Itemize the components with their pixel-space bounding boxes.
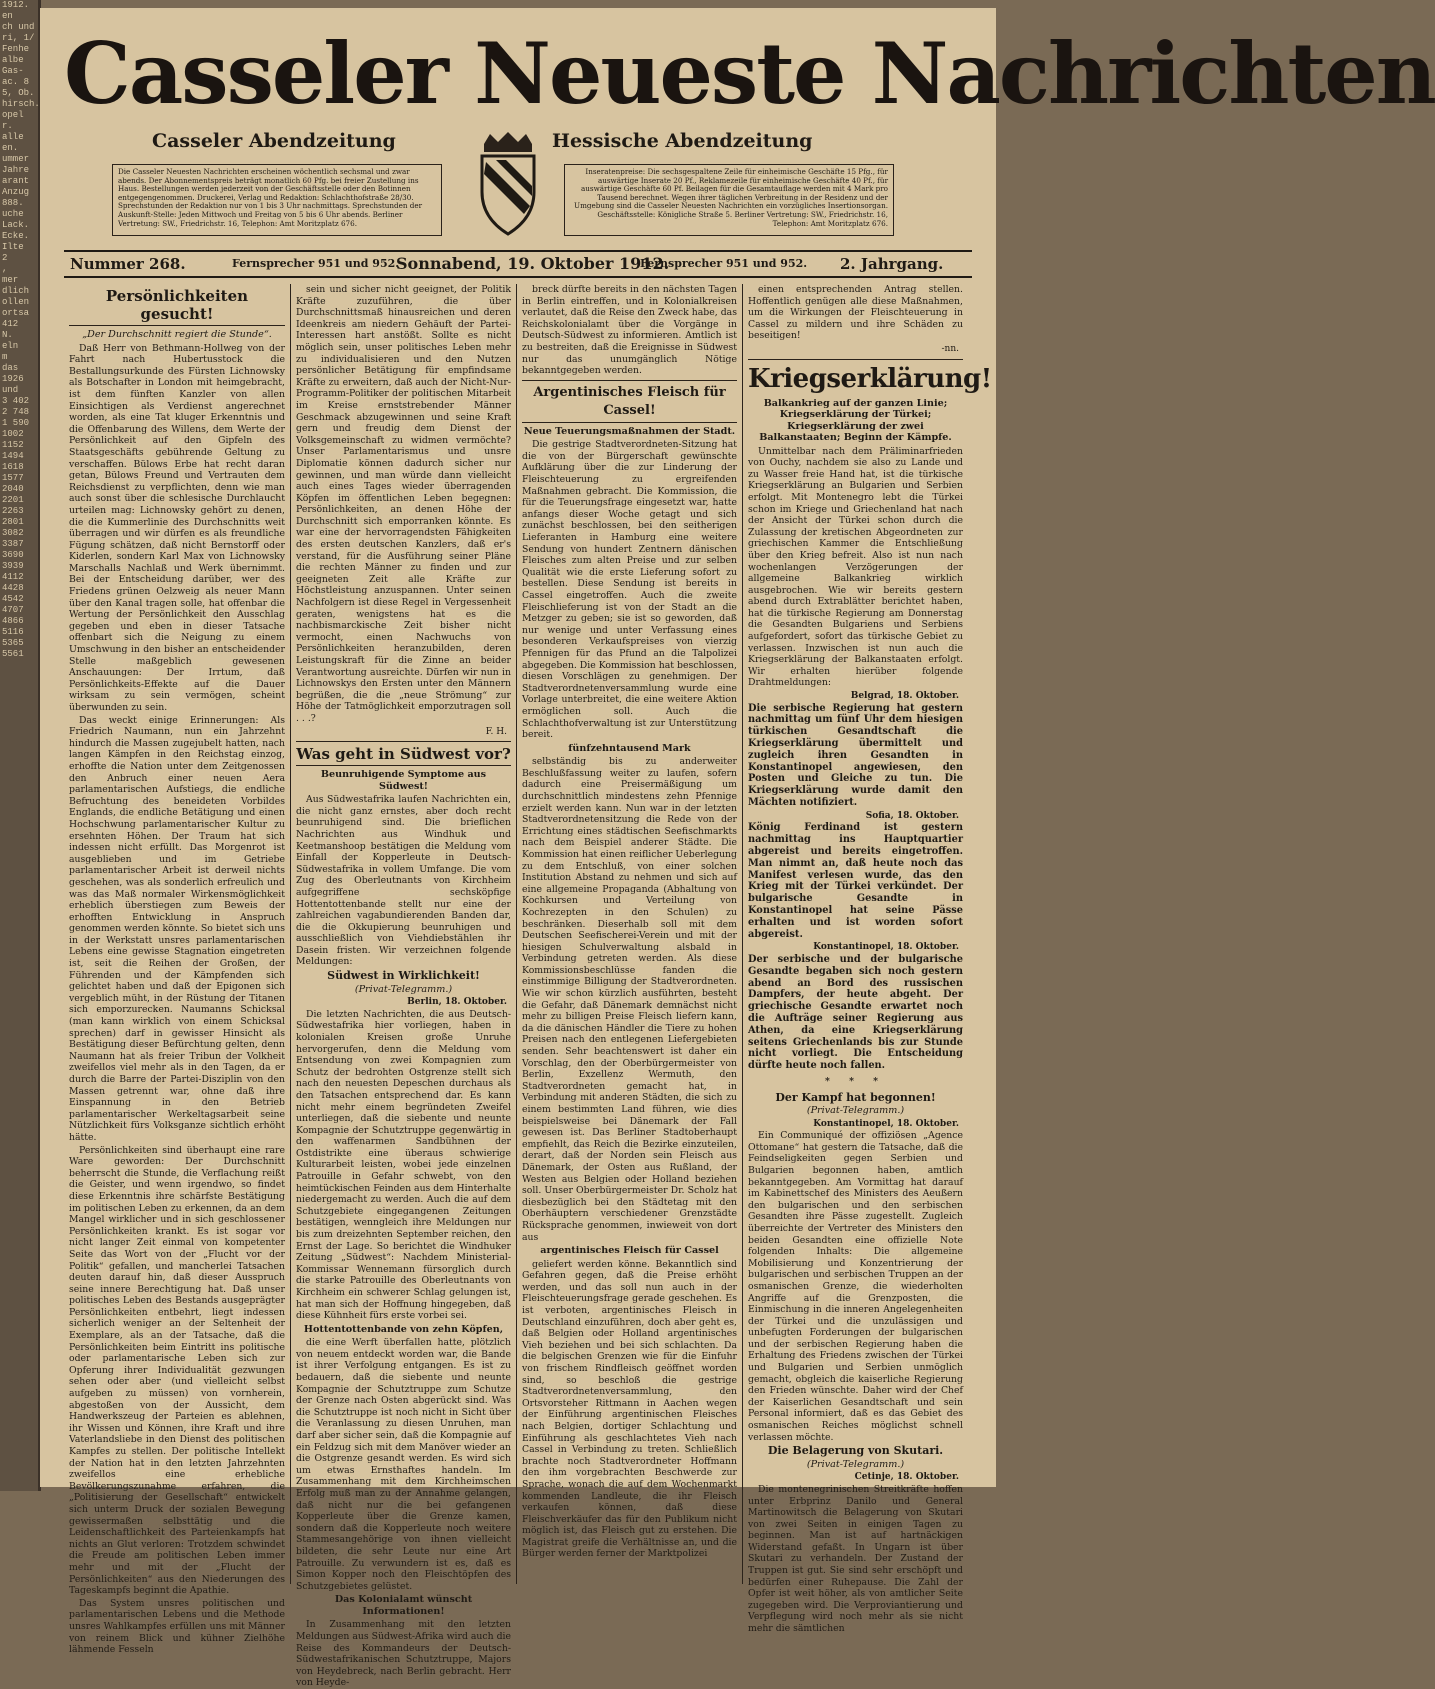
advertising-info-box: Inseratenpreise: Die sechsgespaltene Zeile für einheimische Geschäfte 15 Pfg., für auswärtige Inserate 20 Pf., Reklamezeile für einheimische Geschäfte 40 Pf., für auswärtige Geschäfte 60 Pf. Beilagen für die Gesamtauflage werden mit 4 Mark pro Tausend berechnet. Wegen ihrer täglichen Verbreitung in der Residenz und der Umgebung sind die Casseler Neuesten Nachrichten ein vorzügliches Insertionsorgan. Geschäftsstelle: Königliche Straße 5. Berliner Vertretung: SW., Friedrichstr. 16, Telephon: Amt Moritzplatz 676. xyxy=(564,164,894,236)
headline-declaration-of-war: Kriegserklärung! xyxy=(748,363,992,394)
edge-line: 888. xyxy=(2,198,24,208)
edge-line: 3690 xyxy=(2,550,24,560)
subheadline: fünfzehntausend Mark xyxy=(568,742,691,754)
column-4 xyxy=(742,284,992,1635)
paragraph: In Zusammenhang mit den letzten Meldungen aus Südwest-Afrika wird auch die Reise des Kommandeurs der Deutsch-Südwestafrikanischen Schutztruppe, Majors von Heydebreck, nach Berlin gebracht. Herr von Heyde- xyxy=(296,1619,511,1689)
edge-lines xyxy=(0,11,38,660)
subheadline: Südwest in Wirklichkeit! xyxy=(327,969,480,983)
edge-line: 1618 xyxy=(2,462,24,472)
subscription-info-box: Die Casseler Neuesten Nachrichten erscheinen wöchentlich sechsmal und zwar abends. Der Abonnementspreis beträgt monatlich 60 Pfg. bei freier Zustellung ins Haus. Bestellungen werden jederzeit von der Geschäftsstelle oder den Botinnen entgegengenommen. Druckerei, Verlag und Redaktion: Schlachthofstraße 28/30. Sprechstunden der Redaktion nur von 1 bis 3 Uhr nachmittags. Sprechstunden der Auskunft-Stelle: Jeden Mittwoch und Freitag von 5 bis 6 Uhr abends. Berliner Vertretung: SW., Friedrichstr. 16, Telephon: Amt Moritzplatz 676. xyxy=(112,164,442,236)
dateline-item: Sofia, 18. Oktober. xyxy=(865,810,959,821)
edge-line: Anzug xyxy=(2,187,30,197)
telegram-note: (Privat-Telegramm.) xyxy=(806,1105,905,1117)
paragraph: Die gestrige Stadtverordneten-Sitzung hat die von der Bürgerschaft gewünschte Aufklärung über die zur Linderung der Fleischteuerung zu ergreifenden Maßnahmen gebracht. Die Kommission, die für die Teuerungsfrage eingesetzt war, hatte anfangs dieser Woche getagt und sich zunächst beschlossen, bei den seitherigen Lieferanten in Hamburg eine weitere Sendung von hundert Zentnern dänischen Fleisches zum alten Preise und zur selben Qualität wie die erste Lieferung sofort zu bestellen. Diese Sendung ist bereits in Cassel eingetroffen. Auch die zweite Fleischlieferung ist von der Stadt an die Metzger zu geben; sie ist so geworden, daß nur wenige und unter Verfassung eines besonderen Verkaufspreises von vierzig Pfennigen für das Pfund an die Talpolizei abgegeben. Die Kommission hat beschlossen, diesen Vorschlägen zu genehmigen. Der Stadtverordnetenversammlung wurde eine Vorlage unterbreitet, die eine weitere Aktion ermöglichen soll. Auch die Schlachthofverwaltung ist zur Unterstützung bereit. xyxy=(522,439,737,741)
divider xyxy=(296,741,511,742)
paragraph: Unmittelbar nach dem Präliminarfrieden von Ouchy, nachdem sie also zu Lande und zu Wasser freie Hand hat, ist die türkische Kriegserklärung an Bulgarien und Serbien erfolgt. Mit Montenegro lebt die Türkei schon im Kriege und Griechenland hat nach der Ansicht der Türkei schon durch die Zulassung der kretischen Abgeordneten zur griechischen Kammer die Entschließung über den Krieg befreit. Also ist nun nach wochenlangen Verzögerungen der allgemeine Balkankrieg wirklich ausgebrochen. Wie wir bereits gestern abend durch Extrablätter berichtet haben, hat die türkische Regierung am Donnerstag die Gesandten Bulgariens und Serbiens aufgefordert, sofort das türkische Gebiet zu verlassen. Inzwischen ist nun auch die Kriegserklärung der Balkanstaaten erfolgt. Wir erhalten hierüber folgende Drahtmeldungen: xyxy=(748,445,963,689)
divider xyxy=(522,380,737,381)
edge-line: Gas- xyxy=(2,66,24,76)
dateline-item: Cetinje, 18. Oktober. xyxy=(854,1472,959,1483)
edge-line: en. xyxy=(2,143,19,153)
issue-number: Nummer 268. xyxy=(70,255,186,273)
edge-line: N. xyxy=(2,330,13,340)
phone-left: Fernsprecher 951 und 952. xyxy=(232,257,400,270)
edge-line: m xyxy=(2,352,8,362)
edge-line: ummer xyxy=(2,154,30,164)
subheadline: argentinisches Fleisch für Cassel xyxy=(540,1245,719,1257)
edge-line: 412 xyxy=(2,319,19,329)
edge-line: 1577 xyxy=(2,473,24,483)
edge-line: 1152 xyxy=(2,440,24,450)
dateline-item: Konstantinopel, 18. Oktober. xyxy=(813,1118,959,1129)
edge-line: 2040 xyxy=(2,484,24,494)
column-3 xyxy=(516,284,742,1584)
edge-top-text: 1912. xyxy=(2,0,30,10)
edge-line: ac. 8 xyxy=(2,77,30,87)
telegram-note: (Privat-Telegramm.) xyxy=(806,1458,905,1470)
edge-line: hirsch. xyxy=(2,99,40,109)
edge-line: 4112 xyxy=(2,572,24,582)
paragraph: Das System unsres politischen und parlamentarischen Lebens und die Methode unsres Wahlkampfes erfüllen uns mit Männer von reinem Blick und kühner Zielhöhe lähmende Fesseln xyxy=(69,1597,285,1656)
edge-line: 2801 xyxy=(2,517,24,527)
edge-line: ortsa xyxy=(2,308,30,318)
volume-year: 2. Jahrgang. xyxy=(840,255,944,273)
edge-line: alle xyxy=(2,132,24,142)
edge-line: 4866 xyxy=(2,616,24,626)
dateline xyxy=(64,250,972,278)
paragraph: geliefert werden könne. Bekanntlich sind Gefahren gegen, daß die Preise erhöht werden, und das soll nun auch in der Fleischteuerungsfrage gerade geschehen. Es ist verboten, argentinisches Fleisch in Deutschland einzuführen, doch aber geht es, daß Belgien oder Holland argentinisches Vieh beziehen und bei sich schlachten. Da die belgischen Grenzen wie für die Einfuhr von frischem Rindfleisch geöffnet worden sind, so beschloß die gestrige Stadtverordnetenversammlung, den Ortsvorsteher Rittmann in Aachen wegen der Einführung argentinischen Fleisches nach Belgien, dortiger Schlachtung und Einführung als geschlachtetes Vieh nach Cassel in Verbindung zu treten. Schließlich brachte noch Stadtverordneter Hoffmann den ihm vorgebrachten Beschwerde zur Sprache, wonach die auf dem Wochenmarkt kommenden Landleute, die ihr Fleisch verkaufen können, daß diese Fleischverkäufer das für den Publikum nicht möglich ist, das Fleisch gut zu erstehen. Die Magistrat greife die Verhältnisse an, und die Bürger werden ferner der Marktpolizei xyxy=(522,1258,737,1560)
edge-line: 1002 xyxy=(2,429,24,439)
article-motto: „Der Durchschnitt regiert die Stunde“. xyxy=(82,329,272,340)
edge-line: ollen xyxy=(2,297,30,307)
edge-line: 3939 xyxy=(2,561,24,571)
edge-line: 4428 xyxy=(2,583,24,593)
edge-line: Jahre xyxy=(2,165,30,175)
edge-line: 1494 xyxy=(2,451,24,461)
edge-line: 3 402 xyxy=(2,396,30,406)
edge-line: ch und xyxy=(2,22,35,32)
paragraph: Daß Herr von Bethmann-Hollweg von der Fahrt nach Hubertusstock die Bestallungsurkunde des Fürsten Lichnowsky als Botschafter in London mit heimgebracht, ist dem fünften Kanzler von allen Einsichtigen als Verdienst angerechnet worden, als eine Tat kluger Erkenntnis und die Offenbarung des Willens, dem Werte der Persönlichkeit auf den Gipfeln des Staatsgeschäfts gebührende Geltung zu verschaffen. Bülows Erbe hat recht daran getan, Bülows Freund und Vertrauten dem Reichsdienst zu verpflichten, denn wie man auch sonst über die schlesische Durchlaucht urteilen mag: Lichnowsky gehört zu denen, die die Kummerlinie des Durchschnitts weit überragen und wir dürfen es als freundliche Fügung schätzen, daß nicht Bernstorff oder Kiderlen, sondern Karl Max von Lichnowsky Marschalls Nachlaß und Werk übernimmt. Bei der Entscheidung darüber, wer des Friedens grünen Oelzweig als neuer Mann über den Kanal tragen solle, hat offenbar die Wertung der Persönlichkeit den Ausschlag gegeben und eben in dieser Tatsache offenbart sich die Neigung zu einem Umschwung in den bisher an entscheidender Stelle maßgeblich gewesenen Anschauungen: Der Irrtum, daß Persönlichkeits-Effekte auf die Dauer wirksam zu sein vermögen, scheint überwunden zu sein. xyxy=(69,342,285,713)
coat-of-arms-icon xyxy=(466,130,550,244)
paragraph: selbständig bis zu anderweiter Beschlußfassung weiter zu laufen, sofern dadurch eine Preisermäßigung um durchschnittlich mindestens zehn Pfennige erzielt werden kann. Nun war in der letzten Stadtverordnetensitzung die Rede von der Errichtung eines städtischen Seefischmarkts nach dem Beispiel anderer Städte. Die Kommission hat einen reiflicher Ueberlegung zu dem Entschluß, von einer solchen Institution Abstand zu nehmen und sich auf eine allgemeine Propaganda (Abhaltung von Kochkursen und Verteilung von Kochrezepten in den Schulen) zu beschränken. Dieserhalb soll mit dem Deutschen Seefischerei-Verein und mit der hiesigen Schulverwaltung alsbald in Verbindung getreten werden. Als diese Kommissionsbeschlüsse fanden die einstimmige Billigung der Stadtverordneten. Wie wir schon kürzlich ausführten, besteht die Gefahr, daß Dänemark demnächst nicht mehr zu billigen Preise Fleisch liefern kann, da die dänischen Händler die Tiere zu hohen Preisen nach den entlegenen Liefergebieten senden. Sehr beachtenswert ist daher ein Vorschlag, den der Oberbürgermeister von Berlin, Exzellenz Wermuth, den Stadtverordneten gemacht hat, in Verbindung mit anderen Städten, die sich zu einem bestimmten Land führen, wie dies beispielsweise bei Dänemark der Fall gewesen ist. Das Berliner Stadtoberhaupt empfiehlt, das Reich die Bezirke einzuteilen, derart, daß der Norden sein Fleisch aus Dänemark, der Osten aus Rußland, der Westen aus Belgien oder Holland beziehen soll. Unser Oberbürgermeister Dr. Scholz hat diesbezüglich bei den Städtetag mit den Oberhäuptern verschiedener Grenzstädte Rücksprache genommen, inwieweit von dort aus xyxy=(522,756,737,1243)
edge-line: uche xyxy=(2,209,24,219)
edge-line: 5, Ob. xyxy=(2,88,35,98)
paragraph: breck dürfte bereits in den nächsten Tagen in Berlin eintreffen, und in Kolonialkreisen verlautet, daß die Reise den Zweck habe, das Reichskolonialamt über die Vorgänge in Deutsch-Südwest zu informieren. Amtlich ist zu bestreiten, daß die Ereignisse in Südwest nur das unumgänglich Nötige bekanntgegeben werden. xyxy=(522,284,737,377)
masthead-title: Casseler Neueste Nachrichten xyxy=(64,24,1435,123)
article-columns xyxy=(64,284,992,1689)
adjacent-page-edge xyxy=(0,0,41,1491)
header-band xyxy=(64,130,972,250)
paragraph: einen entsprechenden Antrag stellen. Hoffentlich genügen alle diese Maßnahmen, um die Wirkungen der Fleischteuerung in Cassel zu mildern und ihre Schäden zu beseitigen! xyxy=(748,284,963,342)
paragraph: sein und sicher nicht geeignet, der Politik Kräfte zuzuführen, die über Durchschnittsmaß hinausreichen und deren Ideenkreis am niedern Gehäuft der Partei-Interessen hart anstößt. Sollte es nicht möglich sein, unser politisches Leben mehr zu individualisieren und den Nutzen persönlicher Betätigung für empfindsame Kräfte zu erweitern, daß auch der Nicht-Nur-Programm-Politiker der politischen Mitarbeit im Kreise ernststrebender Männer Geschmack abzugewinnen und seine Kraft gern und freudig dem Dienst der Volksgemeinschaft zu widmen vermöchte? Unser Parlamentarismus und unsre Diplomatie können dadurch sicher nur gewinnen, und man würde dann vielleicht auch eines Tages wieder überragenden Köpfen im öffentlichen Leben begegnen: Persönlichkeiten, an denen Höhe der Durchschnitt sich emporranken könnte. Es war eine der hervorragendsten Fähigkeiten des ersten deutschen Kanzlers, daß er's verstand, für die Ausführung seiner Pläne die rechten Männer zu finden und zur geeigneten Zeit alle Kräfte zur Höchstleistung anzuspannen. Unter seinen Nachfolgern ist diese Regel in Vergessenheit geraten, wenigstens hat es die nachbismarckische Zeit bisher nicht vermocht, einen Nachwuchs von Persönlichkeiten heranzubilden, deren Leistungskraft für die Zinne an beider Verantwortung ausreichte. Dürfen wir nun in Lichnowskys den Ersten unter den Männern begrüßen, die die „neue Strömung“ zur Höhe der Tatmöglichkeit emporzutragen soll . . .? xyxy=(296,284,511,724)
subheadline: Balkankrieg auf der ganzen Linie; Kriegserklärung der Türkei; Kriegserklärung der zwei Balkanstaaten; Beginn der Kämpfe. xyxy=(759,397,952,444)
section-separator: * * * xyxy=(824,1075,887,1087)
author-signature: -nn. xyxy=(941,343,959,354)
edge-line: 2 xyxy=(2,253,8,263)
paragraph: Das weckt einige Erinnerungen: Als Friedrich Naumann, nun ein Jahrzehnt hindurch die Massen zugejubelt hatten, nach langen Kämpfen in den Reichstag einzog, erhoffte die Nation unter dem Zeitgenossen den Anbruch einer neuen Aera parlamentarischen Aufstiegs, die endliche Befruchtung des beneideten Vorbildes Englands, die endliche Betätigung und einen Hochschwung parlamentarischer Kultur zu ersehnten Höhen. Der Traum hat sich indessen nicht erfüllt. Das Morgenrot ist ausgeblieben und im Getriebe parlamentarischer Arbeit ist derweil nichts geschehen, was als sonderlich erfreulich und was das Maß normaler Wirkensmöglichkeit erheblich überstiegen zum Beweis der erhofften Entwicklung in Anspruch genommen werden könnte. So bietet sich uns in der Werkstatt unsres parlamentarischen Lebens eine gewisse Stagnation eingetreten ist, seit die Reihen der Großen, der Führenden und der Kämpfenden sich gelichtet haben und daß der Epigonen sich vergeblich müht, in der Rüstung der Titanen sich emporzurecken. Naumanns Schicksal (man kann wirklich von einem Schicksal sprechen) darf in gewisser Hinsicht als Bestätigung dieser Befürchtung gelten, denn Naumann hat als freier Tribun der Volkheit zweifellos viel mehr als in den Tagen, da er durch die Barre der Partei-Disziplin von den Massen getrennt war, ohne daß ihre Einspannung in den Betrieb parlamentarischer Werkeltagsarbeit seine Nützlichkeit fürs Volksganze sichtlich erhöht hätte. xyxy=(69,714,285,1143)
paragraph: König Ferdinand ist gestern nachmittag ins Hauptquartier abgereist und bereits eingetroffen. Man nimmt an, daß heute noch das Manifest verlesen wurde, das den Krieg mit der Türkei verkündet. Der bulgarische Gesandte in Konstantinopel hat seine Pässe erhalten und ist worden sofort abgereist. xyxy=(748,822,963,940)
edge-line: 4542 xyxy=(2,594,24,604)
edge-line: 2 748 xyxy=(2,407,30,417)
edge-line: 2201 xyxy=(2,495,24,505)
author-signature: F. H. xyxy=(485,726,507,737)
edge-line: Ilte xyxy=(2,242,24,252)
subtitle-right: Hessische Abendzeitung xyxy=(552,130,813,152)
edge-line: das xyxy=(2,363,19,373)
telegram-note: (Privat-Telegramm.) xyxy=(354,983,453,995)
dateline-item: Konstantinopel, 18. Oktober. xyxy=(813,942,959,953)
headline-personalities: Persönlichkeiten gesucht! xyxy=(69,287,285,326)
dateline-item: Berlin, 18. Oktober. xyxy=(407,997,507,1008)
edge-line: , xyxy=(2,264,8,274)
edge-line: 3082 xyxy=(2,528,24,538)
edge-line: 5365 xyxy=(2,638,24,648)
paragraph: Die letzten Nachrichten, die aus Deutsch-Südwestafrika hier vorliegen, haben in kolonialen Kreisen große Unruhe hervorgerufen, denn die Meldung vom Entsendung von zwei Kompagnien zum Schutz der bedrohten Ostgrenze stellt sich nach den neuesten Depeschen durchaus als den Tatsachen entsprechend dar. Es kann nicht mehr einem begründeten Zweifel unterliegen, daß die siebente und neunte Kompagnie der Schutztruppe gegenwärtig in den waffenarmen Sandbühnen der Ostdistrikte eine überaus schwierige Kulturarbeit leisten, wobei jede einzelnen Patrouille in Gefahr schwebt, von den heimtückischen Feinden aus dem Hinterhalte niedergemacht zu werden. Auch die auf dem Schutzgebiete eingegangenen Zeitungen bestätigen, wenngleich ihre Meldungen nur bis zum dreizehnten September reichen, den Ernst der Lage. So berichtet die Windhuker Zeitung „Südwest“: Nachdem Ministerial-Kommissar Wennemann fürsorglich durch die starke Patrouille des Oberleutnants von Kirchheim ein schwerer Schlag gelungen ist, hat man sich der Hoffnung hingegeben, daß diese Kühnheit fürs erste vorbei sei. xyxy=(296,1008,511,1322)
edge-line: 3387 xyxy=(2,539,24,549)
headline-southwest: Was geht in Südwest vor? xyxy=(296,745,511,766)
edge-line: r. xyxy=(2,121,13,131)
subheadline: Der Kampf hat begonnen! xyxy=(775,1090,936,1104)
paragraph: die eine Werft überfallen hatte, plötzlich von neuem entdeckt worden war, die Bande ist ihrer Verfolgung entgangen. Es ist zu bedauern, daß die siebente und neunte Kompagnie der Schutztruppe zum Schutze der Grenze nach Osten abgerückt sind. Was die Schutztruppe ist noch nicht in Sicht über die Veranlassung zu diesen Unruhen, man darf aber sicher sein, daß die Kompagnie auf ein Feldzug sich mit dem Manöver wieder an die Ostgrenze gesandt werden. Es wird sich um etwas Ernsthaftes handeln. Im Zusammenhang mit dem Kirchheimschen Erfolg muß man zu der Annahme gelangen, daß nicht nur die bei gefangenen Kopperleute über die Grenze kamen, sondern daß die Kopperleute noch weitere Stammesangehörige von ihnen vielleicht bildeten, die sehr Leute nur eine Art Patrouille. Zu verwundern ist es, daß es Simon Kopper noch den Fleischtöpfen des Schutzgebietes gelüstet. xyxy=(296,1337,511,1592)
dateline-item: Belgrad, 18. Oktober. xyxy=(850,691,959,702)
divider xyxy=(748,359,963,360)
subheadline: Die Belagerung von Skutari. xyxy=(767,1444,944,1458)
edge-line: 1 590 xyxy=(2,418,30,428)
edge-line: ri, 1/ xyxy=(2,33,35,43)
edge-line: mer xyxy=(2,275,19,285)
edge-line: albe xyxy=(2,55,24,65)
edge-line: Ecke. xyxy=(2,231,30,241)
subheadline: Das Kolonialamt wünscht Informationen! xyxy=(334,1594,473,1617)
edge-line: 4707 xyxy=(2,605,24,615)
paragraph: Persönlichkeiten sind überhaupt eine rare Ware geworden: Der Durchschnitt beherrscht die Stunde, die Verflachung reißt die Geister, und wenn irgendwo, so findet diese Erkenntnis ihre schärfste Bestätigung im politischen Leben zu erkennen, da an dem Mangel wirklicher und in sich geschlossener Persönlichkeiten krankt. Es ist sogar vor nicht langer Zeit einmal von kompetenter Seite das Wort von der „Flucht vor der Politik“ gefallen, und mancherlei Tatsachen deuten darauf hin, daß dieser Ausspruch seine innere Berechtigung hat. Daß unser politisches Leben des Bestands ausgeprägter Persönlichkeiten entbehrt, liegt indessen sicherlich weniger an der Seltenheit der Exemplare, als an der Tatsache, daß die Persönlichkeiten beim Eintritt ins politische oder parlamentarische Leben sich zur Opferung ihrer Individualität gezwungen sehen oder aber (und vielleicht selbst aufgeben zu müssen) von vornherein, abgestoßen von der Aussicht, dem Handwerkszeug der Parteien es ablehnen, ihr Wissen und Können, ihre Kraft und ihre Vaterlandsliebe in den Dienst des politischen Kampfes zu stellen. Der politische Intellekt der Nation hat in den letzten Jahrzehnten zweifellos eine erhebliche Bevölkerungszunahme erfahren, die „Politisierung der Gesellschaft“ entwickelt sich unterm Druck der sozialen Bewegung gewissermaßen selbsttätig und die Leidenschaftlichkeit des Parteienkampfs hat nichts an Glut verloren: Trotzdem schwindet die Freude am politischen Leben immer mehr und mit der „Flucht der Persönlichkeiten“ aus den Niederungen des Tageskampfs beginnt die Apathie. xyxy=(69,1144,285,1597)
newspaper-page xyxy=(40,8,1435,1689)
edge-line: 5561 xyxy=(2,649,24,659)
column-1 xyxy=(64,284,290,1656)
edge-line: und xyxy=(2,385,19,395)
headline-argentine-meat: Argentinisches Fleisch für Cassel! xyxy=(522,384,737,423)
edge-line: 2263 xyxy=(2,506,24,516)
subheadline: Neue Teuerungsmaßnahmen der Stadt. xyxy=(523,425,736,437)
edge-line: Fenhe xyxy=(2,44,30,54)
issue-date: Sonnabend, 19. Oktober 1912. xyxy=(396,254,670,273)
paragraph: Ein Communiqué der offiziösen „Agence Ottomane“ hat gestern die Tatsache, daß die Feindseligkeiten gegen Serbien und Bulgarien begonnen haben, amtlich bekanntgegeben. Am Vormittag hat darauf im Kabinettschef des Ministers des Aeußern den bulgarischen und den serbischen Gesandten ihre Pässe zugestellt. Zugleich überreichte der Vertreter des Ministers den beiden Gesandten eine offizielle Note folgenden Inhalts: Die allgemeine Mobilisierung und Konzentrierung der bulgarischen und serbischen Truppen an der osmanischen Grenze, die wiederholten Angriffe auf die Grenzposten, die Einmischung in die inneren Angelegenheiten der Türkei und die unzulässigen und unbefugten Forderungen der bulgarischen und der serbischen Regierung haben die Erhaltung des Friedens zwischen der Türkei und Bulgarien und Serbien unmöglich gemacht, obgleich die kaiserliche Regierung den Frieden wünschte. Daher wird der Chef der Kaiserlichen Gesandtschaft und sein Personal informiert, daß es das Gebiet des osmanischen Reiches möglichst schnell verlassen möchte. xyxy=(748,1130,963,1443)
edge-line: eln xyxy=(2,341,19,351)
paragraph: Der serbische und der bulgarische Gesandte begaben sich noch gestern abend an Bord des russischen Dampfers, der heute abgeht. Der griechische Gesandte erwartet noch die Aufträge seiner Regierung aus Athen, da eine Kriegserklärung seitens Griechenlands bis zur Stunde nicht vorliegt. Die Entscheidung dürfte heute noch fallen. xyxy=(748,953,963,1072)
paragraph: Die serbische Regierung hat gestern nachmittag um fünf Uhr dem hiesigen türkischen Gesandtschaft die Kriegserklärung übermittelt und zugleich ihren Gesandten in Konstantinopel angewiesen, den Posten und Gleiche zu tun. Die Kriegserklärung wurde damit den Mächten notifiziert. xyxy=(748,702,963,808)
edge-line: Lack. xyxy=(2,220,30,230)
edge-line: 5116 xyxy=(2,627,24,637)
subtitle-left: Casseler Abendzeitung xyxy=(152,130,396,152)
edge-line: en xyxy=(2,11,13,21)
column-2 xyxy=(290,284,516,1689)
edge-line: 1926 xyxy=(2,374,24,384)
paragraph: Die montenegrinischen Streitkräfte hoffen unter Erbprinz Danilo und General Martinowitsch die Belagerung von Skutari von zwei Seiten in einigen Tagen zu beginnen. Man ist auf hartnäckigen Widerstand gefaßt. In Ungarn ist über Skutari zu verhandeln. Der Zustand der Truppen ist gut. Sie sind sehr erschöpft und bedürfen einer Ruhepause. Die Zahl der Opfer ist weit höher, als von amtlicher Seite zugegeben wird. Die Verproviantierung und Verpflegung wird noch mehr als sie nicht mehr die sämtlichen xyxy=(748,1483,963,1635)
edge-line: arant xyxy=(2,176,30,186)
subheadline: Hottentottenbande von zehn Köpfen, xyxy=(303,1323,504,1335)
subheadline: Beunruhigende Symptome aus Südwest! xyxy=(320,769,487,792)
phone-right: Fernsprecher 951 und 952. xyxy=(640,257,808,270)
edge-line: opel xyxy=(2,110,24,120)
paragraph: Aus Südwestafrika laufen Nachrichten ein, die nicht ganz ernstes, aber doch recht beunruhigend sind. Die brieflichen Nachrichten aus Windhuk und Keetmanshoop bestätigen die Meldung vom Einfall der Kopperleute in Deutsch-Südwestafrika in vollem Umfange. Die vom Zug des Oberleutnants von Kirchheim aufgegriffene sechsköpfige Hottentottenbande stellt nur eine der zahlreichen vagabundierenden Banden dar, die die Okkupierung beunruhigen und ausschließlich von Viehdiebstählen ihr Dasein fristen. Wir verzeichnen folgende Meldungen: xyxy=(296,794,511,968)
edge-line: dlich xyxy=(2,286,30,296)
